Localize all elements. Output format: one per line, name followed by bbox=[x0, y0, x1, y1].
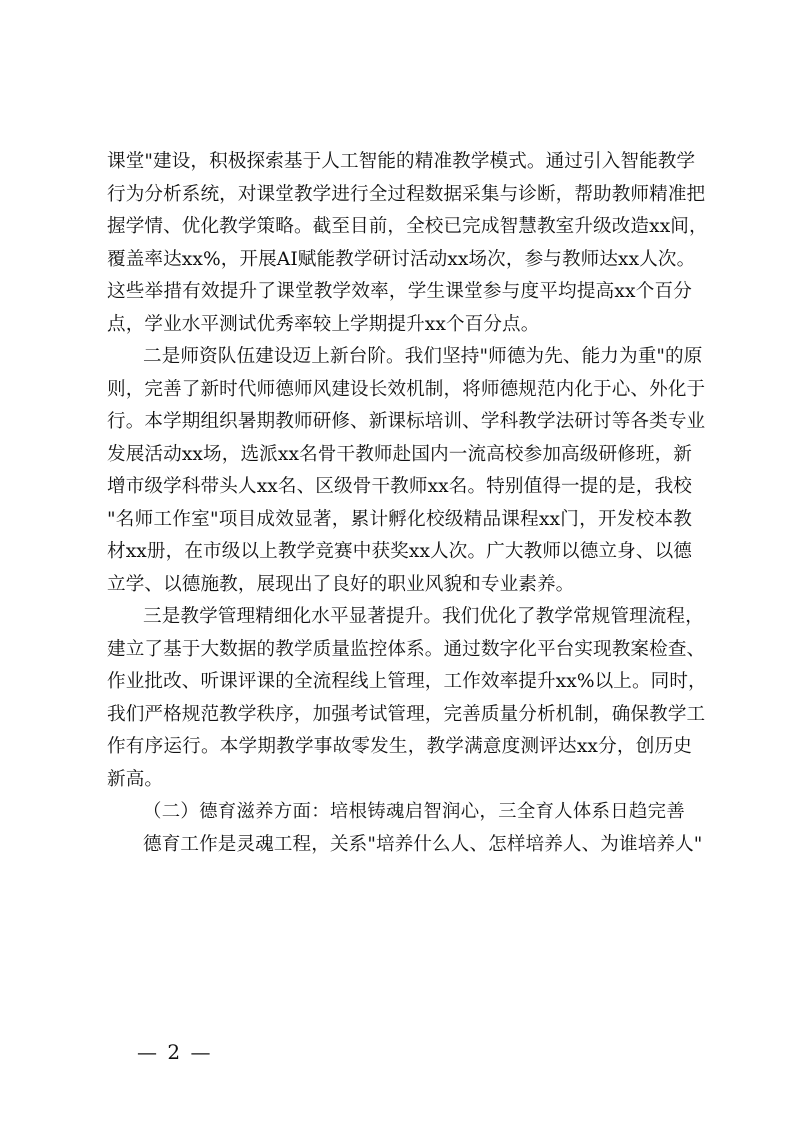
page-number: — 2 — bbox=[137, 1040, 213, 1064]
paragraph-first-line: 三是教学管理精细化水平显著提升。我们优化了教学常规管理流程， bbox=[143, 606, 704, 627]
paragraph-line: "名师工作室"项目成效显著，累计孵化校级精品课程xx门，开发校本教 bbox=[107, 508, 692, 530]
paragraph-line: 行。本学期组织暑期教师研修、新课标培训、学科教学法研讨等各类专业 bbox=[107, 411, 706, 432]
paragraph-line: 覆盖率达xx%，开展AI赋能教学研讨活动xx场次，参与教师达xx人次。 bbox=[107, 248, 696, 270]
paragraph-line: 作有序运行。本学期教学事故零发生，教学满意度测评达xx分，创历史 bbox=[107, 736, 692, 757]
paragraph-line: 材xx册，在市级以上教学竞赛中获奖xx人次。广大教师以德立身、以德 bbox=[107, 541, 692, 562]
section-heading: （二）德育滋养方面：培根铸魂启智润心，三全育人体系日趋完善 bbox=[143, 801, 686, 822]
paragraph-line: 建立了基于大数据的教学质量监控体系。通过数字化平台实现教案检查、 bbox=[107, 638, 706, 660]
paragraph-line: 作业批改、听课评课的全流程线上管理，工作效率提升xx%以上。同时， bbox=[107, 671, 707, 692]
paragraph-line: 课堂"建设，积极探索基于人工智能的精准教学模式。通过引入智能教学 bbox=[107, 151, 696, 172]
paragraph-line: 行为分析系统，对课堂教学进行全过程数据采集与诊断，帮助教师精准把 bbox=[107, 183, 706, 205]
paragraph-line: 握学情、优化教学策略。截至目前，全校已完成智慧教室升级改造xx间， bbox=[107, 216, 708, 237]
paragraph-first-line: 德育工作是灵魂工程，关系"培养什么人、怎样培养人、为谁培养人" bbox=[143, 833, 703, 855]
paragraph-line: 新高。 bbox=[107, 768, 164, 790]
paragraph-line: 点，学业水平测试优秀率较上学期提升xx个百分点。 bbox=[107, 313, 540, 335]
paragraph-line: 我们严格规范教学秩序，加强考试管理，完善质量分析机制，确保教学工 bbox=[107, 703, 706, 725]
paragraph-line: 则，完善了新时代师德师风建设长效机制，将师德规范内化于心、外化于 bbox=[107, 378, 706, 400]
paragraph-line: 发展活动xx场，选派xx名骨干教师赴国内一流高校参加高级研修班，新 bbox=[107, 443, 692, 465]
paragraph-line: 这些举措有效提升了课堂教学效率，学生课堂参与度平均提高xx个百分 bbox=[107, 281, 692, 302]
paragraph-line: 立学、以德施教，展现出了良好的职业风貌和专业素养。 bbox=[107, 573, 575, 595]
paragraph-first-line: 二是师资队伍建设迈上新台阶。我们坚持"师德为先、能力为重"的原 bbox=[143, 346, 703, 367]
paragraph-line: 增市级学科带头人xx名、区级骨干教师xx名。特别值得一提的是，我校 bbox=[107, 476, 692, 497]
body-text bbox=[107, 146, 708, 861]
